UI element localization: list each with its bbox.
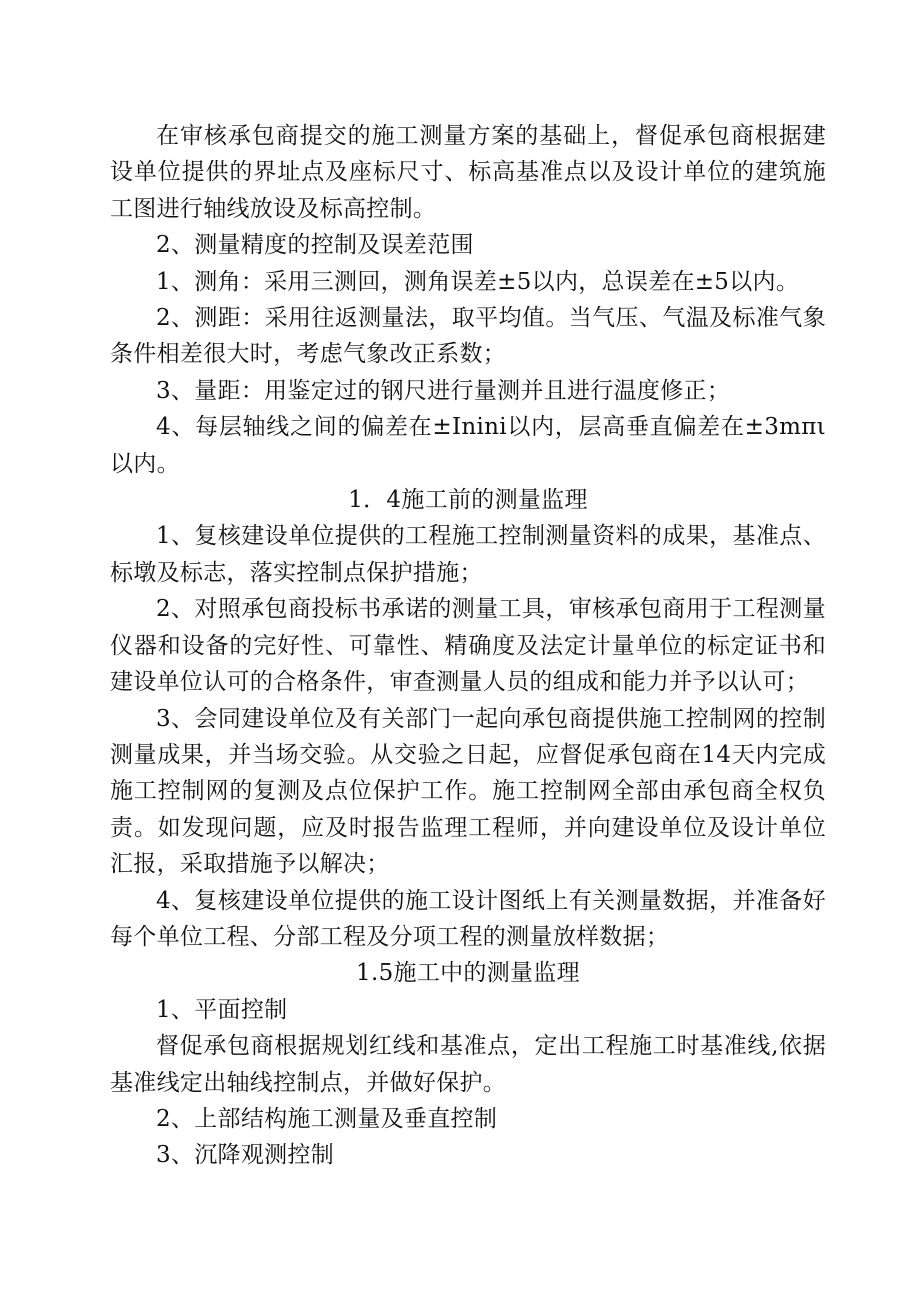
paragraph-plane-control: 督促承包商根据规划红线和基准点，定出工程施工时基准线,依据基准线定出轴线控制点，并做好保护。 <box>110 1033 826 1096</box>
paragraph-review-instruments: 2、对照承包商投标书承诺的测量工具，审核承包商用于工程测量仪器和设备的完好性、可靠性、精确度及法定计量单位的标定证书和建设单位认可的合格条件，审查测量人员的组成和能力并予以认可； <box>110 596 826 696</box>
section-heading-pre-construction: 1．4施工前的测量监理 <box>348 487 588 514</box>
paragraph-review-data: 1、复核建设单位提供的工程施工控制测量资料的成果，基准点、标墩及标志，落实控制点保护措施； <box>110 523 826 586</box>
paragraph-settlement-control: 3、沉降观测控制 <box>156 1142 335 1169</box>
paragraph-plane-control-title: 1、平面控制 <box>156 996 288 1023</box>
paragraph-distance-measure: 2、测距：采用往返测量法，取平均值。当气压、气温及标准气象条件相差很大时，考虑气象改正系数； <box>110 305 826 368</box>
document-page <box>110 118 826 1174</box>
paragraph-precision-title: 2、测量精度的控制及误差范围 <box>156 232 474 259</box>
paragraph-angle-measure: 1、测角：采用三测回，测角误差±5以内，总误差在±5以内。 <box>156 268 800 295</box>
section-heading-during-construction: 1.5施工中的测量监理 <box>356 960 580 987</box>
paragraph-vertical-control: 2、上部结构施工测量及垂直控制 <box>156 1105 498 1132</box>
paragraph-tape-measure: 3、量距：用鉴定过的钢尺进行量测并且进行温度修正； <box>156 377 731 404</box>
paragraph-control-network: 3、会同建设单位及有关部门一起向承包商提供施工控制网的控制测量成果，并当场交验。从交验之日起，应督促承包商在14天内完成施工控制网的复测及点位保护工作。施工控制网全部由承包商全权负责。如发现问题，应及时报告监理工程师，并向建设单位及设计单位汇报，采取措施予以解决； <box>110 705 826 878</box>
paragraph-axis-deviation: 4、每层轴线之间的偏差在±Inini以内，层高垂直偏差在±3mπι以内。 <box>110 414 826 477</box>
paragraph-review-drawings: 4、复核建设单位提供的施工设计图纸上有关测量数据，并准备好每个单位工程、分部工程及分项工程的测量放样数据； <box>110 887 826 950</box>
paragraph-survey-plan: 在审核承包商提交的施工测量方案的基础上，督促承包商根据建设单位提供的界址点及座标尺寸、标高基准点以及设计单位的建筑施工图进行轴线放设及标高控制。 <box>110 123 826 222</box>
